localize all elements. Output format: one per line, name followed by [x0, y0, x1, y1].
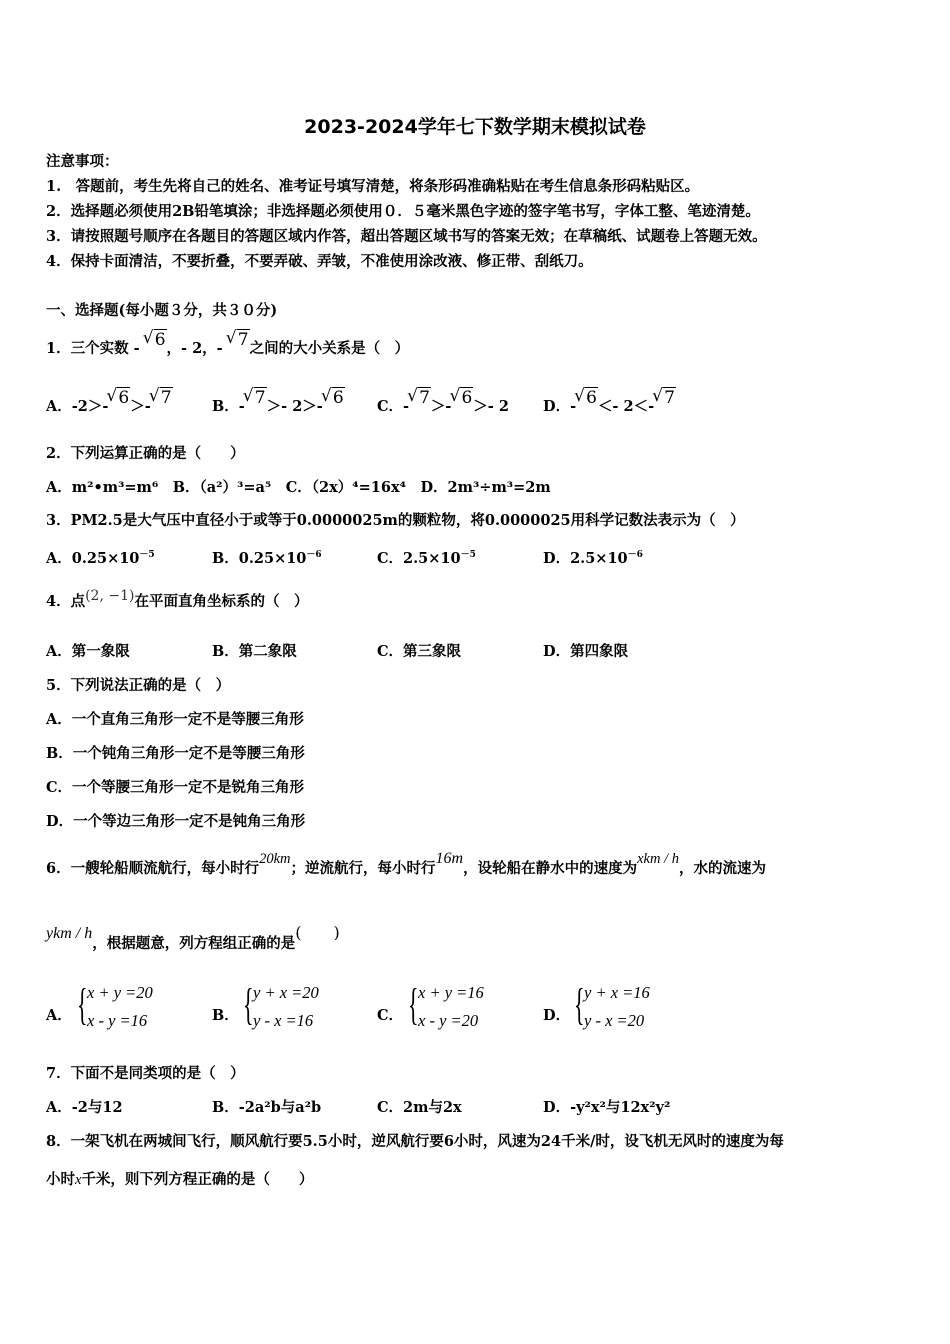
notice-item-4: 4．保持卡面清洁，不要折叠，不要弄破、弄皱，不准使用涂改液、修正带、刮纸刀。	[46, 253, 593, 270]
q6-option-b-label: B．	[212, 1007, 239, 1024]
notice-item-3: 3．请按照题号顺序在各题目的答题区域内作答，超出答题区域书写的答案无效；在草稿纸、试题卷上答题无效。	[46, 228, 767, 245]
q5-option-b: B．一个钝角三角形一定不是等腰三角形	[46, 745, 305, 762]
q5-option-a: A．一个直角三角形一定不是等腰三角形	[46, 711, 304, 728]
q6-option-d-label: D．	[543, 1007, 571, 1024]
question-3-stem: 3．PM2.5是大气压中直径小于或等于0.0000025m的颗粒物，将0.0000025用科学记数法表示为（ ）	[46, 512, 745, 529]
speed-upstream: 16m	[435, 850, 464, 867]
q5-option-d: D．一个等边三角形一定不是钝角三角形	[46, 813, 306, 830]
q3-option-c: C．$2.5\times 10^{-5}$	[377, 549, 476, 567]
q4-option-b: B．第二象限	[212, 643, 297, 660]
answer-paren: ( )	[295, 923, 340, 942]
q7-option-a: A．-2与12	[46, 1099, 123, 1116]
question-6-stem-2: ykm / h，根据题意，列方程组正确的是( )	[46, 923, 340, 952]
point-coordinate: (2, −1)	[85, 588, 135, 604]
question-1-stem	[46, 330, 410, 359]
page-title: 2023-2024学年七下数学期末模拟试卷	[304, 116, 646, 138]
q1-option-c: C．-√ 7＞-√ 6＞- 2	[377, 396, 509, 417]
q4-option-a: A．第一象限	[46, 643, 130, 660]
q3-option-d: D．$2.5\times 10^{-6}$	[543, 549, 643, 567]
question-6-stem: 6．一艘轮船顺流航行，每小时行20km；逆流航行，每小时行16m，设轮船在静水中的速度为xkm / h，水的流速为	[46, 850, 766, 877]
question-2-options: A．m²•m³=m⁶ B．（a²）³=a⁵ C．（2x）⁴=16x⁴ D．2m³÷m³=2m	[46, 479, 551, 496]
exam-page: 2023-2024学年七下数学期末模拟试卷 注意事项： 1. 答题前，考生先将自己的姓名、准考证号填写清楚，将条形码准确粘贴在考生信息条形码粘贴区。 2．选择题必须使用2B铅笔填涂；非选择题必须使用０．５毫米黑色字迹的签字笔书写，字体工整、笔迹清楚。 3．请按照题号顺序在各题目的答题区域内作答，超出答题区域书写的答案无效；在草稿纸、试题卷上答题无效。 4．保持卡面清洁，不要折叠，不要弄破、弄皱，不准使用涂改液、修正带、刮纸刀。 一、选择题(每小题３分，共３０分) 1．三个实数 - √ 6，- 2，- √ 7之间的大小关系是（ ） A．-2＞-√ 6＞-√ 7 B．-√ 7＞- 2＞-√ 6 C．-√ 7＞-√ 6＞- 2 D．-√ 6＜- 2＜-√ 7 2．下列运算正确的是（ ） A．m²•m³=m⁶ B．（a²）³=a⁵ C．（2x）⁴=16x⁴ D．2m³÷m³=2m 3．PM2.5是大气压中直径小于或等于0.0000025m的颗粒物，将0.0000025用科学记数法表示为（ ） A．$0.25\times 10^{-5}$ B．$0.25\times 10^{-6}$ C．$2.5\times 10^{-5}$ D．$2.5\times 10^{-6}$ 4．点(2, −1)在平面直角坐标系的（ ） A．第一象限 B．第二象限 C．第三象限 D．第四象限 5．下列说法正确的是（ ） A．一个直角三角形一定不是等腰三角形 B．一个钝角三角形一定不是等腰三角形 C．一个等腰三角形一定不是锐角三角形 D．一个等边三角形一定不是钝角三角形 6．一艘轮船顺流航行，每小时行20km；逆流航行，每小时行16m，设轮船在静水中的速度为xkm / h，水的流速为 ykm / h，根据题意，列方程组正确的是( ) A． { x + y =20 x - y =16 B． { y + x =20 y - x =16 C． { x + y =16 x - y =20 D． { y + x =16 y - x =20 7．下面不是同类项的是（ ） A．-2与12 B．-2a²b与a²b C．2m与2x D．-y²x²与12x²y² 8．一架飞机在两城间飞行，顺风航行要5.5小时，逆风航行要6小时，风速为24千米/时，设飞机无风时的速度为每 小时x千米，则下列方程正确的是（ ）	[0, 0, 950, 1344]
q1-option-a: A．-2＞-√ 6＞-√ 7	[46, 396, 173, 417]
q7-option-c: C．2m与2x	[377, 1099, 462, 1116]
question-7-stem: 7．下面不是同类项的是（ ）	[46, 1065, 245, 1082]
q5-option-c: C．一个等腰三角形一定不是锐角三角形	[46, 779, 305, 796]
q1-stem-b: ，- 2，-	[166, 340, 228, 357]
q1-option-b: B．-√ 7＞- 2＞-√ 6	[212, 396, 345, 417]
question-4-stem: 4．点(2, −1)在平面直角坐标系的（ ）	[46, 588, 309, 610]
q1-stem-a: 1．三个实数 -	[46, 340, 145, 357]
question-5-stem: 5．下列说法正确的是（ ）	[46, 677, 231, 694]
notice-item-2: 2．选择题必须使用2B铅笔填涂；非选择题必须使用０．５毫米黑色字迹的签字笔书写，字体工整、笔迹清楚。	[46, 203, 760, 220]
q4-option-d: D．第四象限	[543, 643, 629, 660]
q6-option-c-label: C．	[377, 1007, 404, 1024]
sqrt-6: √ 6	[145, 330, 167, 350]
var-y-speed: ykm / h	[46, 925, 93, 942]
question-2-stem: 2．下列运算正确的是（ ）	[46, 445, 245, 462]
q3-option-b: B．$0.25\times 10^{-6}$	[212, 549, 322, 567]
question-8-line-2: 小时x千米，则下列方程正确的是（ ）	[46, 1171, 314, 1188]
q1-stem-c: 之间的大小关系是（ ）	[249, 340, 410, 357]
var-x-speed: xkm / h	[637, 851, 679, 867]
sqrt-7: √ 7	[228, 330, 250, 350]
question-8-line-1: 8．一架飞机在两城间飞行，顺风航行要5.5小时，逆风航行要6小时，风速为24千米/时，设飞机无风时的速度为每	[46, 1133, 784, 1150]
section-heading: 一、选择题(每小题３分，共３０分)	[46, 302, 278, 319]
q3-option-a: A．$0.25\times 10^{-5}$	[46, 549, 155, 567]
var-x: x	[75, 1172, 82, 1188]
notice-item-1: 1. 答题前，考生先将自己的姓名、准考证号填写清楚，将条形码准确粘贴在考生信息条形码粘贴区。	[46, 178, 700, 195]
q6-option-a-label: A．	[46, 1007, 72, 1024]
speed-downstream: 20km	[259, 851, 291, 867]
q1-option-d: D．-√ 6＜- 2＜-√ 7	[543, 396, 676, 417]
q7-option-d: D．-y²x²与12x²y²	[543, 1099, 671, 1116]
q7-option-b: B．-2a²b与a²b	[212, 1099, 322, 1116]
q4-option-c: C．第三象限	[377, 643, 462, 660]
notice-heading: 注意事项：	[46, 153, 119, 170]
